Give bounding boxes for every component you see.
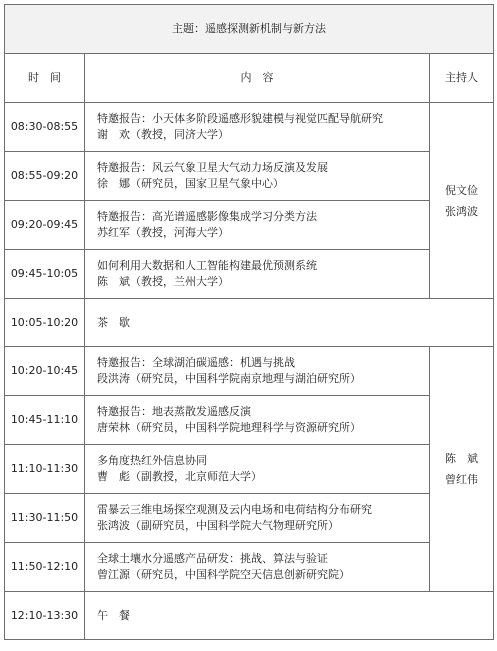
talk-title: 如何利用大数据和人工智能构建最优预测系统 [97, 259, 317, 272]
table-row [5, 445, 494, 494]
row-content [85, 250, 430, 299]
row-time: 12:10-13:30 [5, 592, 85, 640]
host-name: 张鸿波 [445, 204, 479, 218]
row-time: 09:45-10:05 [5, 250, 85, 299]
header-content: 内 容 [85, 54, 430, 103]
row-content [85, 396, 430, 445]
row-content [85, 494, 430, 543]
table-row-break [5, 299, 494, 347]
row-time: 08:55-09:20 [5, 152, 85, 201]
table-row [5, 103, 494, 152]
table-row [5, 152, 494, 201]
host-name: 曾红伟 [445, 473, 479, 486]
table-row [5, 494, 494, 543]
host-cell [430, 347, 494, 592]
table-row [5, 201, 494, 250]
table-row-break [5, 592, 494, 640]
talk-title: 特邀报告：地表蒸散发遥感反演 [97, 405, 251, 418]
talk-title: 特邀报告：全球湖泊碳遥感：机遇与挑战 [97, 356, 295, 369]
table-row [5, 250, 494, 299]
row-time: 09:20-09:45 [5, 201, 85, 250]
table-row [5, 543, 494, 592]
host-name: 陈 斌 [445, 452, 479, 465]
row-content [85, 201, 430, 250]
speaker: 陈 斌（教授，兰州大学） [97, 275, 229, 288]
speaker: 徐 娜（研究员，国家卫星气象中心） [97, 177, 284, 190]
talk-title: 多角度热红外信息协同 [97, 454, 207, 467]
break-label: 茶 歇 [85, 299, 494, 347]
speaker: 张鸿波（副研究员，中国科学院大气物理研究所） [97, 519, 339, 532]
host-name: 倪文俭 [445, 183, 479, 197]
lunch-label: 午 餐 [85, 592, 494, 640]
row-content [85, 347, 430, 396]
speaker: 唐荣林（研究员，中国科学院地理科学与资源研究所） [97, 421, 361, 434]
speaker: 曹 彪（副教授，北京师范大学） [97, 470, 262, 483]
speaker: 谢 欢（教授，同济大学） [97, 128, 229, 141]
row-time: 11:50-12:10 [5, 543, 85, 592]
row-time: 10:20-10:45 [5, 347, 85, 396]
session-title: 主题：遥感探测新机制与新方法 [5, 5, 494, 54]
speaker: 段洪涛（研究员，中国科学院南京地理与湖泊研究所） [97, 372, 361, 385]
row-time: 10:45-11:10 [5, 396, 85, 445]
talk-title: 特邀报告：小天体多阶段遥感形貌建模与视觉匹配导航研究 [97, 112, 383, 125]
host-cell [430, 103, 494, 299]
row-time: 11:10-11:30 [5, 445, 85, 494]
schedule-table [4, 4, 494, 640]
talk-title: 雷暴云三维电场探空观测及云内电场和电荷结构分布研究 [97, 503, 372, 516]
talk-title: 全球土壤水分遥感产品研发：挑战、算法与验证 [97, 552, 328, 565]
row-time: 08:30-08:55 [5, 103, 85, 152]
speaker: 曾江源（研究员，中国科学院空天信息创新研究院） [97, 568, 350, 581]
row-time: 11:30-11:50 [5, 494, 85, 543]
table-row [5, 396, 494, 445]
talk-title: 特邀报告：风云气象卫星大气动力场反演及发展 [97, 161, 328, 174]
row-content [85, 543, 430, 592]
row-content [85, 103, 430, 152]
speaker: 苏红军（教授，河海大学） [97, 226, 229, 239]
header-host: 主持人 [430, 54, 494, 103]
row-content [85, 152, 430, 201]
header-time: 时 间 [5, 54, 85, 103]
row-time: 10:05-10:20 [5, 299, 85, 347]
row-content [85, 445, 430, 494]
talk-title: 特邀报告：高光谱遥感影像集成学习分类方法 [97, 210, 317, 223]
table-row [5, 347, 494, 396]
